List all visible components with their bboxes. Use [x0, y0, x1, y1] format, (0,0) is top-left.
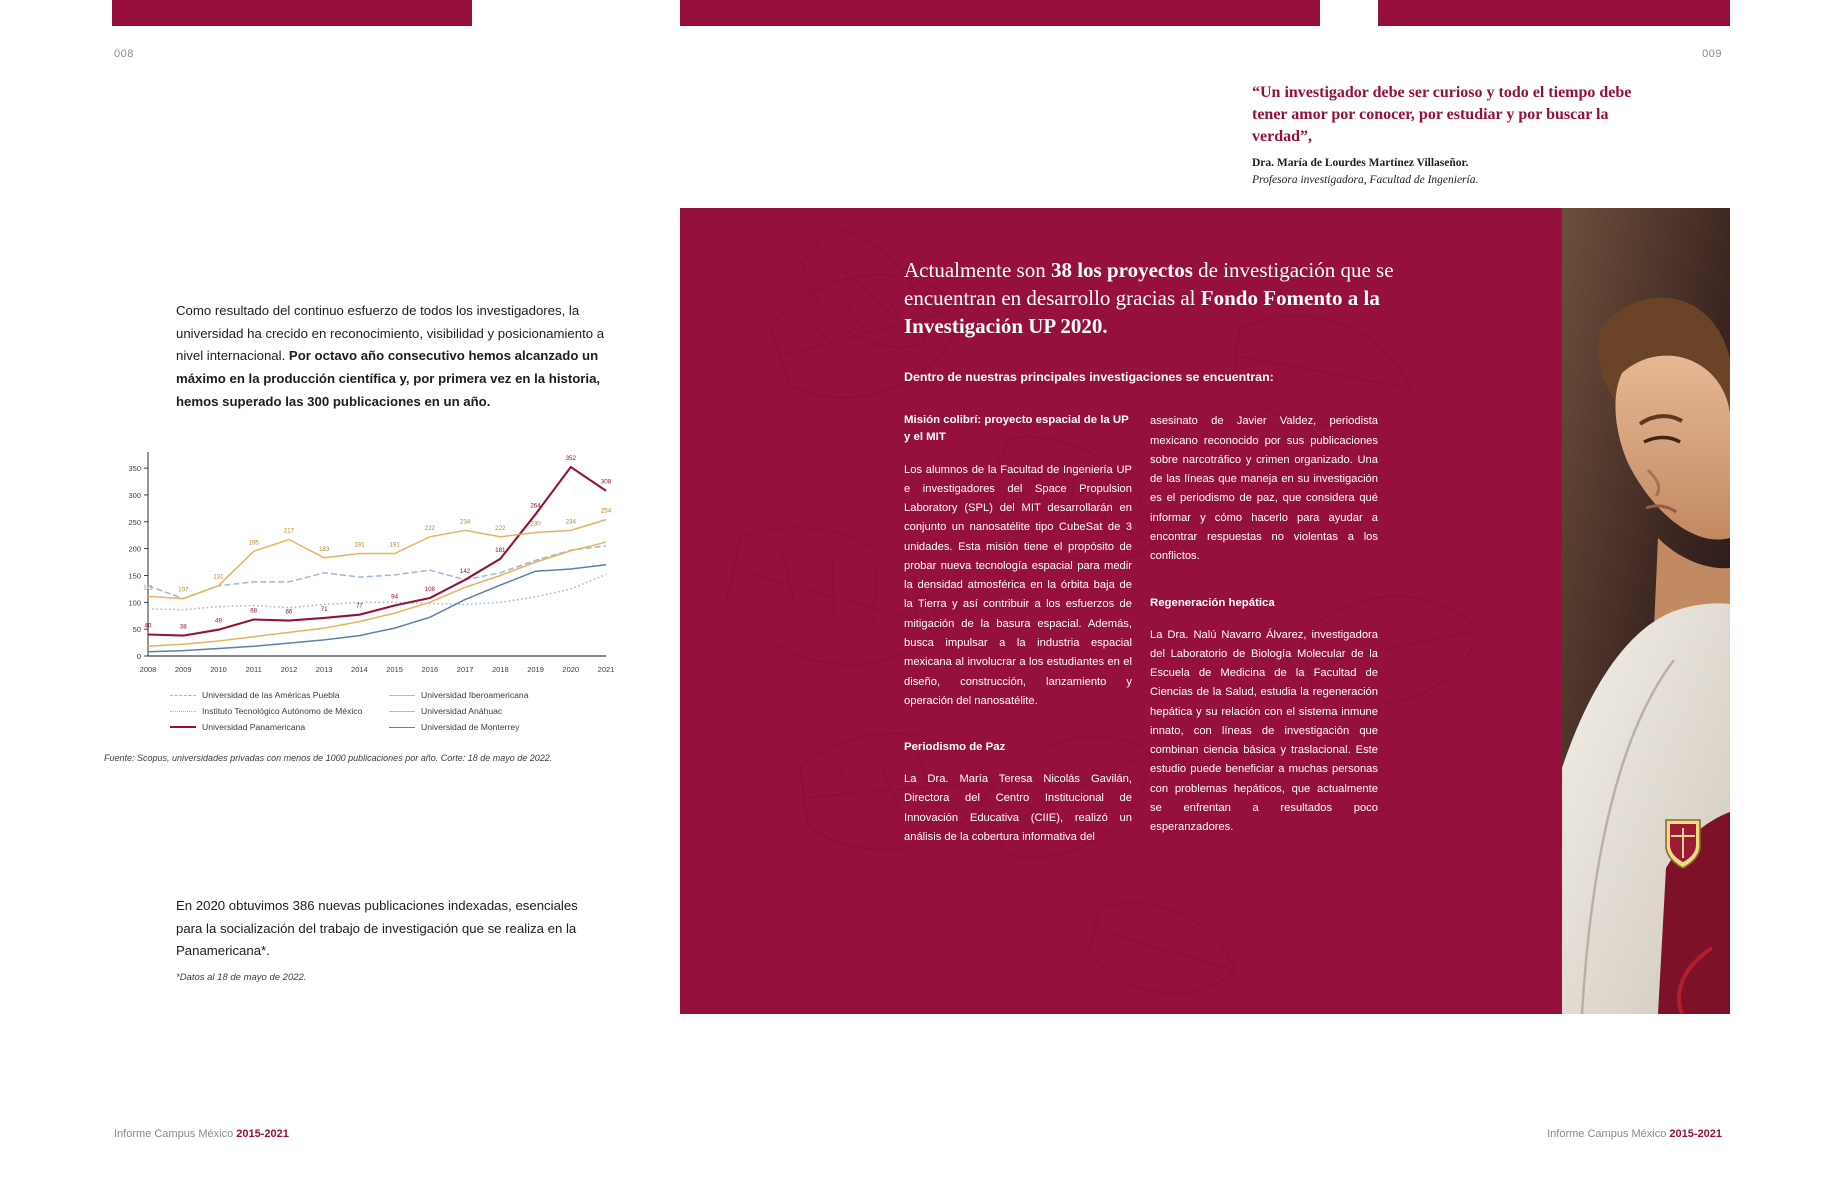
svg-text:2018: 2018 — [491, 665, 509, 674]
quote-author-role: Profesora investigadora, Facultad de Ingeniería. — [1252, 173, 1479, 186]
svg-text:183: 183 — [318, 545, 330, 553]
legend-item — [170, 722, 381, 732]
legend-item — [389, 706, 600, 716]
svg-text:77: 77 — [355, 602, 363, 610]
panel-column-left — [904, 412, 1132, 847]
footer-right-years: 2015-2021 — [1669, 1128, 1722, 1140]
svg-text:38: 38 — [179, 623, 187, 631]
legend-swatch — [170, 726, 196, 728]
svg-text:2014: 2014 — [351, 665, 368, 674]
panel-subheading: Dentro de nuestras principales investigaciones se encuentran: — [904, 370, 1274, 385]
svg-text:191: 191 — [354, 541, 365, 549]
headline-bold-2: Fondo Fomento a la Investigación UP 2020. — [904, 286, 1380, 339]
top-bar-left — [112, 0, 472, 26]
svg-text:111: 111 — [143, 584, 153, 592]
legend-label: Universidad de Monterrey — [421, 722, 520, 732]
svg-text:50: 50 — [132, 625, 141, 635]
section-body-periodismo-continued: asesinato de Javier Valdez, periodista mexicano reconocido por sus publicaciones sobre narcotráfico y crimen organizado. Una de las líneas que maneja en su investigación es el periodismo de paz, que considera qué informar y cómo hacerlo para ayudar a encontrar respuestas no violentas a los conflictos. — [1150, 415, 1378, 563]
svg-text:108: 108 — [424, 586, 436, 594]
svg-text:222: 222 — [424, 524, 436, 532]
photo-illustration — [1562, 208, 1730, 1014]
svg-text:2021: 2021 — [597, 665, 615, 674]
svg-text:0: 0 — [136, 652, 141, 661]
svg-text:181: 181 — [495, 546, 506, 554]
svg-text:40: 40 — [144, 622, 152, 630]
section-title-periodismo-de-paz: Periodismo de Paz — [904, 741, 1006, 754]
headline-bold-1: 38 los proyectos — [1050, 258, 1193, 282]
intro-paragraph — [176, 300, 608, 414]
footer-left — [114, 1128, 289, 1140]
legend-swatch — [170, 695, 196, 696]
intro-bold-text: Por octavo año consecutivo hemos alcanzado un máximo en la producción científica y, por primera vez en la historia, hemos superado las 300 publicaciones en un año. — [176, 348, 601, 409]
svg-text:300: 300 — [128, 490, 141, 500]
svg-text:2019: 2019 — [527, 665, 544, 674]
section-body-periodismo-de-paz: La Dra. María Teresa Nicolás Gavilán, Directora del Centro Institucional de Innovación Educativa (CIIE), realizó un análisis de la cobertura informativa del — [904, 773, 1132, 843]
svg-text:230: 230 — [530, 520, 541, 528]
panel-column-right — [1150, 412, 1378, 847]
svg-text:217: 217 — [283, 527, 295, 535]
svg-text:2008: 2008 — [139, 665, 157, 674]
svg-text:250: 250 — [128, 517, 141, 527]
svg-text:71: 71 — [320, 605, 328, 613]
svg-text:49: 49 — [215, 617, 222, 625]
legend-label: Universidad Iberoamericana — [421, 690, 529, 700]
legend-label: Universidad Panamericana — [202, 722, 306, 732]
folio-left: 008 — [114, 48, 134, 60]
svg-text:195: 195 — [248, 539, 259, 547]
legend-label: Universidad de las Américas Puebla — [202, 690, 340, 700]
headline-mid: de investigación que se encuentran en desarrollo gracias al — [904, 258, 1394, 311]
chart-legend — [170, 690, 600, 732]
section-body-regeneracion-hepatica: La Dra. Nalú Navarro Álvarez, investigadora del Laboratorio de Biología Molecular de la Escuela de Medicina de la Facultad de Ciencias de la Salud, estudia la regeneración hepática y su relación con el sistema inmune innato, con líneas de investigación que combinan ciencia básica y traslacional. Este estudio puede beneficiar a muchas personas con problemas hepáticos, que actualmente se enfrentan a resultados poco esperanzadores. — [1150, 628, 1378, 834]
closing-footnote: *Datos al 18 de mayo de 2022. — [176, 972, 307, 983]
pull-quote-attribution — [1252, 155, 1666, 188]
legend-swatch — [389, 695, 415, 696]
closing-paragraph: En 2020 obtuvimos 386 nuevas publicaciones indexadas, esenciales para la socialización del trabajo de investigación que se realiza en la Panamericana*. — [176, 898, 578, 959]
svg-text:94: 94 — [391, 593, 399, 601]
legend-item — [170, 690, 381, 700]
svg-text:2009: 2009 — [174, 665, 192, 674]
footer-left-years: 2015-2021 — [236, 1128, 289, 1140]
svg-text:2016: 2016 — [421, 665, 439, 674]
svg-text:308: 308 — [600, 478, 612, 486]
researcher-photo — [1562, 208, 1730, 1014]
svg-text:150: 150 — [128, 571, 141, 581]
svg-text:100: 100 — [128, 598, 141, 608]
svg-text:2011: 2011 — [245, 665, 262, 674]
legend-swatch — [389, 727, 415, 728]
footer-left-text: Informe Campus México — [114, 1128, 237, 1140]
chart-svg — [100, 440, 620, 690]
svg-text:264: 264 — [530, 502, 541, 510]
legend-item — [389, 722, 600, 732]
svg-text:131: 131 — [213, 573, 224, 581]
top-bar-middle — [680, 0, 1320, 26]
svg-text:2017: 2017 — [456, 665, 474, 674]
svg-text:350: 350 — [128, 464, 141, 474]
footer-right — [1547, 1128, 1722, 1140]
legend-item — [170, 706, 381, 716]
svg-text:2010: 2010 — [210, 665, 227, 674]
svg-text:66: 66 — [285, 608, 293, 616]
highlight-panel — [680, 208, 1730, 1014]
svg-text:222: 222 — [495, 524, 506, 532]
panel-columns — [904, 412, 1444, 847]
publications-line-chart — [100, 440, 620, 690]
pull-quote: “Un investigador debe ser curioso y todo el tiempo debe tener amor por conocer, por estudiar y por buscar la verdad”, — [1252, 84, 1632, 146]
footer-right-text: Informe Campus México — [1547, 1128, 1670, 1140]
panel-headline — [904, 256, 1444, 340]
quote-author-name: Dra. María de Lourdes Martínez Villaseñor. — [1252, 157, 1469, 169]
svg-text:191: 191 — [389, 541, 400, 549]
chart-source-note: Fuente: Scopus, universidades privadas con menos de 1000 publicaciones por año. Corte: 18 de mayo de 2022. — [104, 753, 553, 763]
intro-plain-text: Como resultado del continuo esfuerzo de todos los investigadores, la universidad ha crecido en reconocimiento, visibilidad y posicionamiento a nivel internacional. — [176, 303, 605, 364]
svg-text:352: 352 — [565, 455, 576, 463]
legend-swatch — [170, 711, 196, 712]
legend-swatch — [389, 711, 415, 712]
svg-text:142: 142 — [459, 567, 471, 575]
headline-pre: Actualmente son — [904, 258, 1051, 282]
section-title-mision-colibri: Misión colibrí: proyecto espacial de la UP y el MIT — [904, 414, 1129, 444]
svg-text:2015: 2015 — [386, 665, 403, 674]
svg-text:200: 200 — [128, 544, 141, 554]
svg-text:68: 68 — [250, 607, 258, 615]
legend-item — [389, 690, 600, 700]
svg-text:2013: 2013 — [315, 665, 333, 674]
svg-text:107: 107 — [178, 586, 189, 594]
svg-text:234: 234 — [459, 518, 471, 526]
folio-right: 009 — [1702, 48, 1722, 60]
top-bar-right — [1378, 0, 1730, 26]
svg-text:254: 254 — [600, 507, 612, 515]
svg-text:2020: 2020 — [562, 665, 580, 674]
section-body-mision-colibri: Los alumnos de la Facultad de Ingeniería UP e investigadores del Space Propulsion Laboratory (SPL) del MIT desarrollarán en conjunto un nanosatélite tipo CubeSat de 3 unidades. Esta misión tiene el propósito de probar nueva tecnología espacial para medir la densidad atmosférica en la órbita baja de la Tierra y así contribuir a los esfuerzos de mitigación de la basura espacial. Además, busca impulsar a la industria espacial mexicana al involucrar a los estudiantes en el diseño, construcción, lanzamiento y operación del nanosatélite. — [904, 463, 1132, 707]
section-title-regeneracion-hepatica: Regeneración hepática — [1150, 596, 1275, 609]
svg-text:2012: 2012 — [280, 665, 298, 674]
legend-label: Universidad Anáhuac — [421, 706, 503, 716]
svg-text:234: 234 — [565, 518, 576, 526]
panel-content — [904, 256, 1444, 847]
legend-label: Instituto Tecnológico Autónomo de México — [202, 706, 363, 716]
